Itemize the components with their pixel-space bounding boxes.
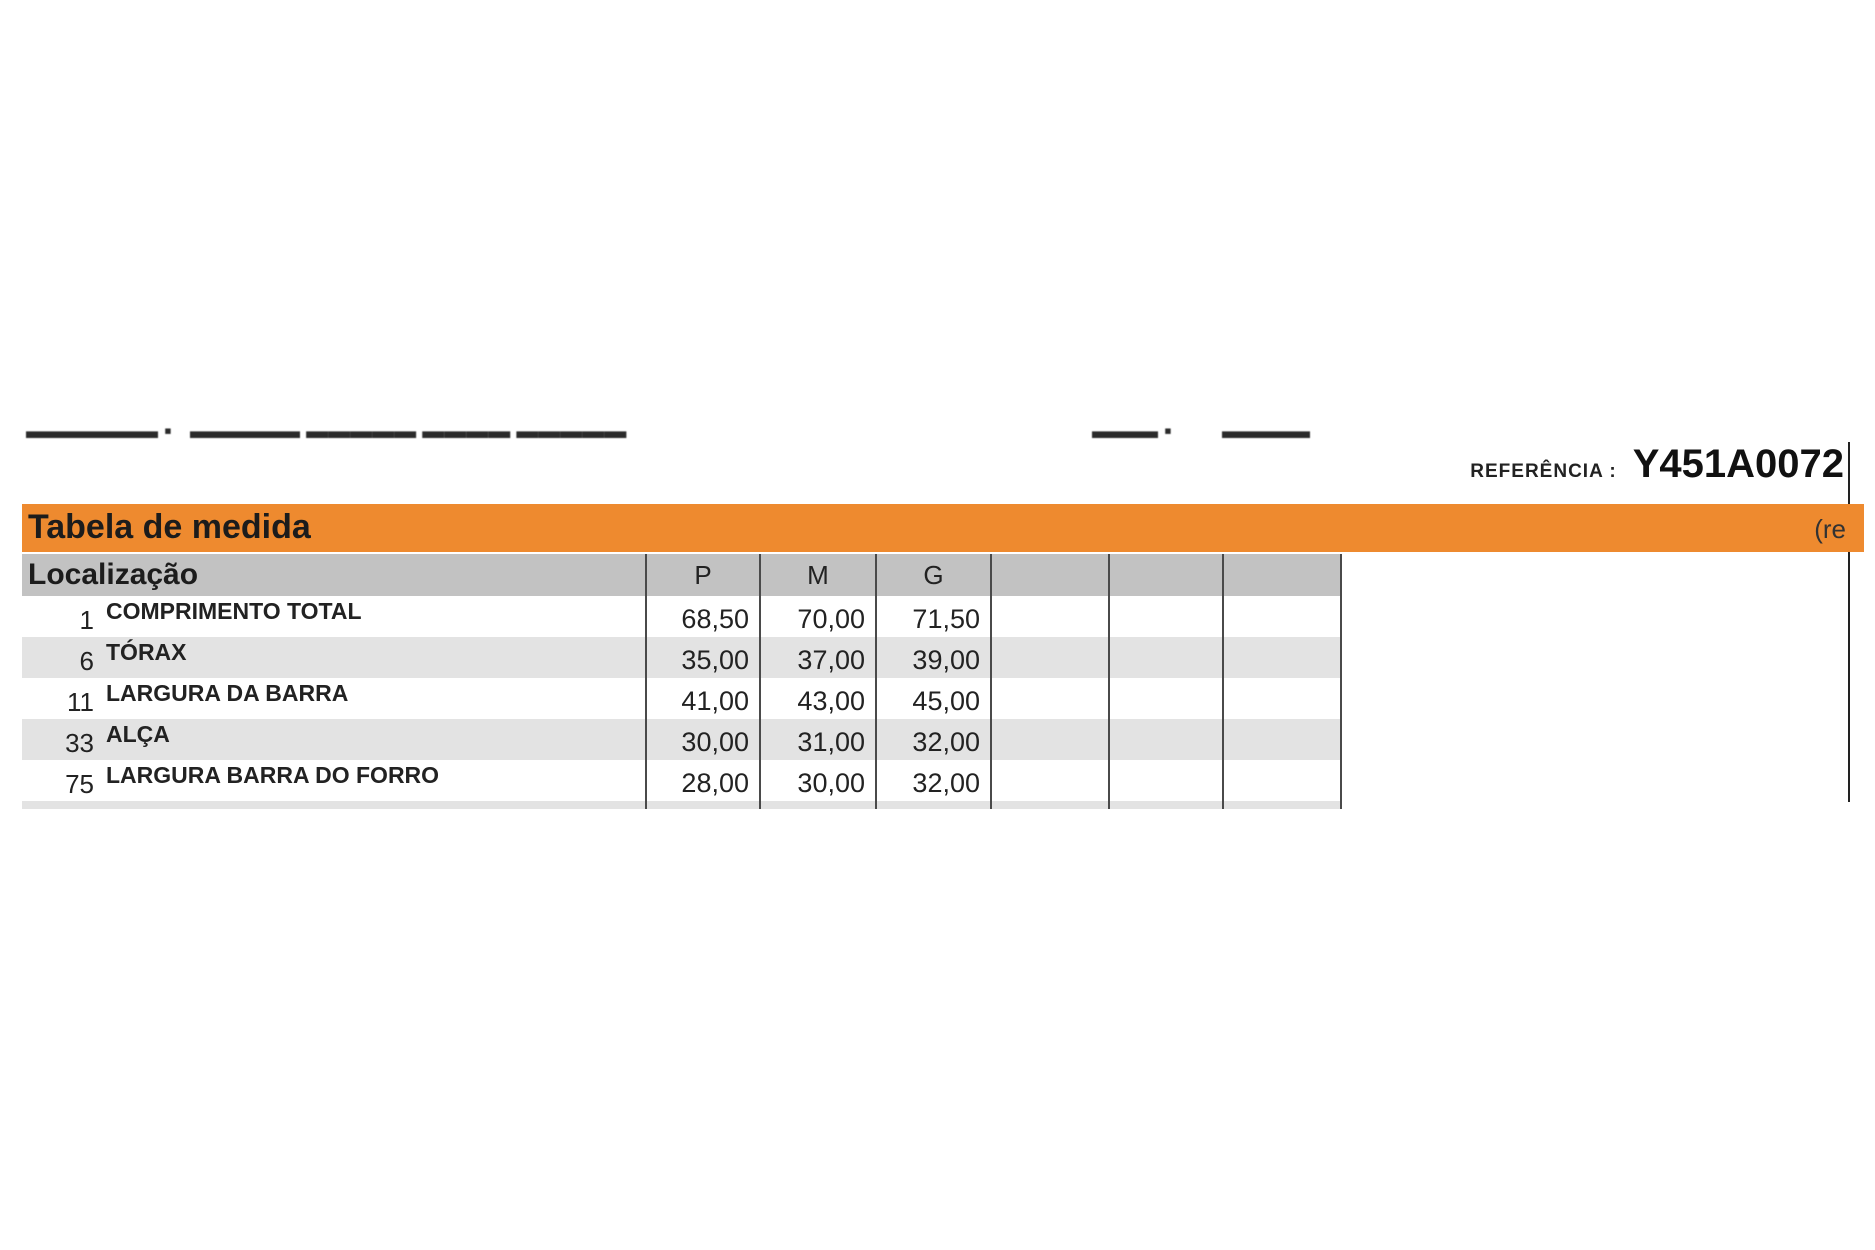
empty-cell: [1109, 637, 1223, 678]
empty-cell: [1223, 678, 1341, 719]
value-cell-m: 43,00: [760, 678, 876, 719]
footer-cell: [1109, 801, 1223, 809]
table-row: [22, 678, 1341, 719]
value-cell-g: 32,00: [876, 760, 991, 801]
location-code: 1: [79, 604, 94, 635]
empty-cell: [991, 719, 1109, 760]
section-right-note: (re: [1814, 514, 1846, 544]
value-cell-p: 35,00: [646, 637, 760, 678]
footer-cell: [760, 801, 876, 809]
value-cell-g: 39,00: [876, 637, 991, 678]
location-name: COMPRIMENTO TOTAL: [106, 597, 362, 624]
reference-value: Y451A0072: [1632, 442, 1844, 486]
value-cell-p: 41,00: [646, 678, 760, 719]
location-name: LARGURA DA BARRA: [106, 679, 349, 706]
empty-cell: [991, 678, 1109, 719]
column-header-size-p: P: [646, 554, 760, 596]
column-header-empty: [991, 554, 1109, 596]
location-cell: [22, 719, 646, 760]
empty-cell: [1109, 760, 1223, 801]
location-cell: [22, 678, 646, 719]
value-cell-g: 45,00: [876, 678, 991, 719]
footer-cell: [876, 801, 991, 809]
value-cell-p: 30,00: [646, 719, 760, 760]
table-header-row: [22, 554, 1341, 596]
column-header-empty: [1109, 554, 1223, 596]
empty-cell: [1109, 719, 1223, 760]
clipped-text: ▬▬▬▬▬▬ ▪: [26, 418, 172, 443]
column-header-location: Localização: [22, 554, 646, 596]
reference-label: REFERÊNCIA :: [1470, 461, 1617, 482]
value-cell-m: 70,00: [760, 596, 876, 637]
location-code: 75: [65, 768, 94, 799]
clipped-text: ▬▬▬▬: [1222, 418, 1310, 443]
value-cell-p: 68,50: [646, 596, 760, 637]
empty-cell: [1223, 719, 1341, 760]
location-cell: [22, 760, 646, 801]
value-cell-m: 37,00: [760, 637, 876, 678]
value-cell-m: 30,00: [760, 760, 876, 801]
table-footer-strip: [22, 801, 1341, 809]
section-title: Tabela de medida: [28, 508, 311, 546]
empty-cell: [1109, 596, 1223, 637]
value-cell-p: 28,00: [646, 760, 760, 801]
footer-cell: [646, 801, 760, 809]
empty-cell: [1223, 760, 1341, 801]
footer-cell: [991, 801, 1109, 809]
empty-cell: [991, 596, 1109, 637]
empty-cell: [991, 637, 1109, 678]
column-header-size-g: G: [876, 554, 991, 596]
location-code: 6: [79, 645, 94, 676]
empty-cell: [1223, 596, 1341, 637]
location-code: 33: [65, 727, 94, 758]
footer-cell: [22, 801, 646, 809]
empty-cell: [1223, 637, 1341, 678]
location-cell: [22, 596, 646, 637]
location-name: TÓRAX: [106, 638, 187, 665]
location-name: ALÇA: [106, 720, 170, 747]
table-row: [22, 596, 1341, 637]
location-code: 11: [67, 686, 94, 717]
empty-cell: [991, 760, 1109, 801]
table-row: [22, 637, 1341, 678]
clipped-text: ▬▬▬▬▬ ▬▬▬▬▬ ▬▬▬▬ ▬▬▬▬▬: [190, 418, 627, 443]
empty-cell: [1109, 678, 1223, 719]
value-cell-m: 31,00: [760, 719, 876, 760]
page-right-border: [1848, 442, 1850, 802]
measurement-table: [22, 554, 1342, 809]
value-cell-g: 71,50: [876, 596, 991, 637]
column-header-empty: [1223, 554, 1341, 596]
document-page: [22, 418, 1864, 804]
column-header-size-m: M: [760, 554, 876, 596]
location-name: LARGURA BARRA DO FORRO: [106, 761, 440, 788]
table-row: [22, 760, 1341, 801]
clipped-text: ▬▬▬ ▪: [1092, 418, 1172, 443]
table-row: [22, 719, 1341, 760]
location-cell: [22, 637, 646, 678]
reference-block: [1470, 442, 1844, 487]
footer-cell: [1223, 801, 1341, 809]
value-cell-g: 32,00: [876, 719, 991, 760]
section-title-bar: [22, 504, 1864, 552]
